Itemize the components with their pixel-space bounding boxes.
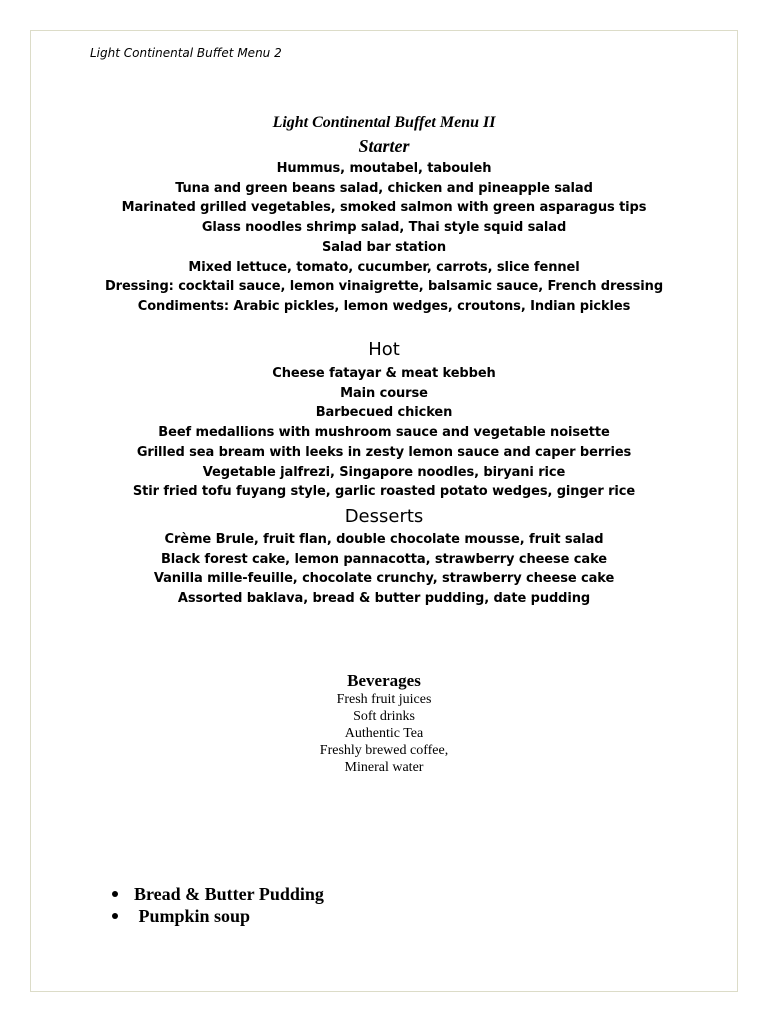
starter-list [0, 159, 768, 317]
bullet-item [112, 883, 324, 905]
list-item: Cheese fatayar & meat kebbeh [272, 366, 496, 381]
starter-heading: Starter [358, 136, 410, 156]
bullet-item [112, 905, 324, 927]
list-item: Authentic Tea [344, 726, 424, 741]
list-item: Grilled sea bream with leeks in zesty lemon sauce and caper berries [136, 444, 632, 460]
running-header: Light Continental Buffet Menu 2 [90, 46, 282, 60]
bullet-text: Bread & Butter Pudding [134, 884, 324, 904]
bullet-icon [112, 913, 118, 919]
list-item: Vanilla mille-feuille, chocolate crunchy, strawberry cheese cake [153, 571, 615, 587]
list-item: Tuna and green beans salad, chicken and pineapple salad [175, 180, 593, 196]
list-item: Fresh fruit juices [336, 692, 432, 707]
list-item: Vegetable jalfrezi, Singapore noodles, biryani rice [202, 464, 566, 480]
list-item: Crème Brule, fruit flan, double chocolate mousse, fruit salad [164, 532, 604, 547]
beverages-list [0, 691, 768, 776]
list-item: Glass noodles shrimp salad, Thai style squid salad [201, 220, 567, 236]
list-item: Hummus, moutabel, tabouleh [276, 161, 492, 176]
hot-heading: Hot [368, 339, 400, 360]
list-item: Freshly brewed coffee, [319, 743, 449, 758]
hot-list [0, 364, 768, 502]
list-item: Marinated grilled vegetables, smoked salmon with green asparagus tips [121, 200, 647, 216]
list-item: Stir fried tofu fuyang style, garlic roasted potato wedges, ginger rice [132, 484, 636, 500]
list-item: Soft drinks [353, 709, 415, 724]
desserts-heading: Desserts [344, 506, 424, 527]
list-item: Mixed lettuce, tomato, cucumber, carrots, slice fennel [188, 259, 580, 275]
beverages-heading: Beverages [347, 671, 421, 690]
list-item: Barbecued chicken [315, 405, 453, 421]
menu-title: Light Continental Buffet Menu II [272, 114, 496, 131]
extras-bullet-list [112, 883, 324, 927]
list-item: Mineral water [344, 760, 424, 775]
list-item: Beef medallions with mushroom sauce and vegetable noisette [158, 425, 610, 441]
desserts-list [0, 530, 768, 609]
bullet-text: Pumpkin soup [134, 906, 251, 926]
list-item: Assorted baklava, bread & butter pudding, date pudding [177, 591, 591, 607]
list-item: Dressing: cocktail sauce, lemon vinaigrette, balsamic sauce, French dressing [104, 279, 664, 295]
list-item: Salad bar station [321, 239, 447, 255]
bullet-icon [112, 891, 118, 897]
list-item: Black forest cake, lemon pannacotta, strawberry cheese cake [160, 551, 607, 567]
list-item: Main course [340, 385, 428, 401]
list-item: Condiments: Arabic pickles, lemon wedges, croutons, Indian pickles [137, 298, 631, 314]
